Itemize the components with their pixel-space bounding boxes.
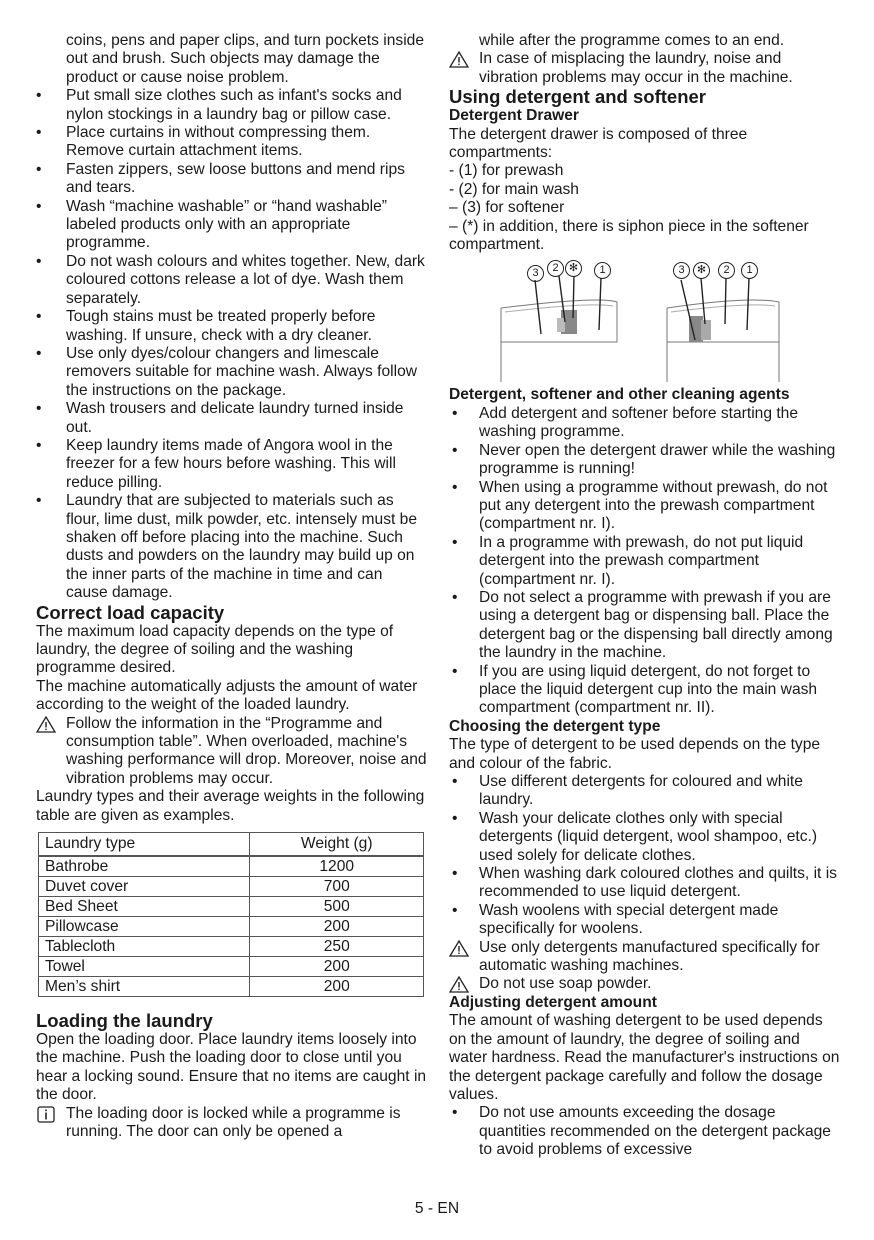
- drawer-subheading: Detergent Drawer: [449, 107, 579, 125]
- info-icon: [36, 1106, 56, 1123]
- paragraph: The detergent drawer is composed of three compartments:: [449, 125, 748, 162]
- column-header: Weight (g): [250, 833, 424, 857]
- table-cell: 700: [250, 877, 424, 897]
- list-item: • When using a programme without prewash, do not put any detergent into the prewash compartment (compartment nr. I).: [449, 479, 841, 534]
- continued-text: while after the programme comes to an end.: [479, 32, 785, 49]
- list-item: • Do not select a programme with prewash if you are using a detergent bag or dispensing ball. Place the detergent bag or the dispensing ball directly among the laundry in the machine.: [449, 589, 841, 663]
- table-cell: 200: [250, 977, 424, 997]
- list-item: • If you are using liquid detergent, do not forget to place the liquid detergent cup into the main wash compartment (compartment nr. II).: [449, 663, 841, 718]
- left-column: [36, 32, 428, 1142]
- compartment-label: 1: [594, 262, 611, 279]
- detergent-type-list: [449, 773, 841, 939]
- detergent-type-subheading: Choosing the detergent type: [449, 717, 661, 735]
- list-item: • Do not wash colours and whites together. New, dark coloured cottons release a lot of dye. Wash them separately.: [36, 253, 428, 308]
- compartment-label: 2: [718, 262, 735, 279]
- continued-text: coins, pens and paper clips, and turn pockets inside out and brush. Such objects may damage the product or cause noise problem.: [66, 32, 425, 86]
- list-item: • Never open the detergent drawer while the washing programme is running!: [449, 442, 841, 479]
- warning-icon: [449, 51, 469, 68]
- paragraph: The amount of washing detergent to be used depends on the amount of laundry, the degree of soiling and water hardness. Read the manufacturer's instructions on the detergent package carefully and follow the dosage values.: [449, 1012, 840, 1103]
- compartment-line: – (*) in addition, there is siphon piece in the softener compartment.: [449, 217, 809, 254]
- list-item: • Fasten zippers, sew loose buttons and mend rips and tears.: [36, 161, 428, 198]
- detergent-drawer-figure: [449, 260, 841, 382]
- list-item: • Do not use amounts exceeding the dosage quantities recommended on the detergent package to avoid problems of excessive: [449, 1104, 841, 1159]
- amount-list: [449, 1104, 841, 1159]
- list-item: • Wash “machine washable” or “hand washable” labeled products only with an appropriate programme.: [36, 198, 428, 253]
- compartment-label: ✻: [693, 262, 710, 279]
- table-cell: 1200: [250, 856, 424, 877]
- warning-text: Use only detergents manufactured specifically for automatic washing machines.: [479, 938, 820, 975]
- table-cell: Duvet cover: [39, 877, 250, 897]
- paragraph: The maximum load capacity depends on the type of laundry, the degree of soiling and the washing programme desired.: [36, 622, 394, 677]
- warning-text: Follow the information in the “Programme and consumption table”. When overloaded, machine's washing performance will drop. Moreover, noise and vibration problems may occur.: [66, 714, 427, 787]
- warning-note: [449, 939, 841, 976]
- table-cell: Men’s shirt: [39, 977, 250, 997]
- paragraph: The type of detergent to be used depends on the type and colour of the fabric.: [449, 736, 821, 772]
- amount-subheading: Adjusting detergent amount: [449, 993, 657, 1011]
- table-row: [39, 957, 424, 977]
- drawer-illustration: [449, 260, 841, 382]
- warning-note: [36, 715, 428, 789]
- table-cell: Pillowcase: [39, 917, 250, 937]
- list-item: • Tough stains must be treated properly before washing. If unsure, check with a dry cleaner.: [36, 308, 428, 345]
- paragraph: The machine automatically adjusts the amount of water according to the weight of the loaded laundry.: [36, 677, 418, 714]
- info-note: [36, 1105, 428, 1142]
- right-column: [449, 32, 841, 1160]
- paragraph: Open the loading door. Place laundry items loosely into the machine. Push the loading door to close until you hear a locking sound. Ensure that no items are caught in the door.: [36, 1031, 427, 1104]
- table-cell: Towel: [39, 957, 250, 977]
- table-row: [39, 897, 424, 917]
- compartment-label: 3: [673, 262, 690, 279]
- compartment-line: - (1) for prewash: [449, 162, 564, 180]
- table-row: [39, 937, 424, 957]
- page-number: 5 - EN: [414, 1200, 460, 1217]
- list-item: • Place curtains in without compressing them. Remove curtain attachment items.: [36, 124, 428, 161]
- table-row: [39, 877, 424, 897]
- agents-list: [449, 405, 841, 718]
- load-capacity-heading: Correct load capacity: [36, 601, 225, 623]
- table-cell: 250: [250, 937, 424, 957]
- list-item: • Wash your delicate clothes only with special detergents (liquid detergent, wool shampoo, etc.) used solely for delicate clothes.: [449, 810, 841, 865]
- table-cell: Bathrobe: [39, 856, 250, 877]
- washing-tips-list: [36, 87, 428, 602]
- detergent-heading: Using detergent and softener: [449, 86, 706, 108]
- compartment-label: 2: [547, 260, 564, 277]
- warning-icon: [36, 716, 56, 733]
- paragraph: Laundry types and their average weights in the following table are given as examples.: [36, 788, 425, 824]
- warning-note: [449, 50, 841, 87]
- info-text: The loading door is locked while a programme is running. The door can only be opened a: [66, 1104, 401, 1141]
- list-item: • Wash woolens with special detergent made specifically for woolens.: [449, 902, 841, 939]
- column-header: Laundry type: [39, 833, 250, 857]
- table-row: [39, 856, 424, 877]
- table-cell: Bed Sheet: [39, 897, 250, 917]
- table-row: [39, 977, 424, 997]
- compartment-label: 1: [741, 262, 758, 279]
- list-item: • Keep laundry items made of Angora wool in the freezer for a few hours before washing. This will reduce pilling.: [36, 437, 428, 492]
- warning-text: Do not use soap powder.: [479, 975, 652, 993]
- list-item: • Use only dyes/colour changers and limescale removers suitable for machine wash. Always follow the instructions on the package.: [36, 345, 428, 400]
- warning-icon: [449, 940, 469, 957]
- agents-subheading: Detergent, softener and other cleaning agents: [449, 386, 790, 404]
- list-item: • Add detergent and softener before starting the washing programme.: [449, 405, 841, 442]
- loading-heading: Loading the laundry: [36, 1010, 213, 1032]
- list-item: • Put small size clothes such as infant's socks and nylon stockings in a laundry bag or pillow case.: [36, 87, 428, 124]
- warning-note: [449, 975, 841, 993]
- compartment-label: 3: [527, 265, 544, 282]
- compartment-line: - (2) for main wash: [449, 180, 579, 198]
- laundry-weights-table: [38, 832, 424, 997]
- compartment-line: – (3) for softener: [449, 199, 565, 217]
- list-item: • When washing dark coloured clothes and quilts, it is recommended to use liquid detergent.: [449, 865, 841, 902]
- table-cell: 200: [250, 957, 424, 977]
- list-item: • Use different detergents for coloured and white laundry.: [449, 773, 841, 810]
- list-item: • Wash trousers and delicate laundry turned inside out.: [36, 400, 428, 437]
- table-row: [39, 917, 424, 937]
- warning-text: In case of misplacing the laundry, noise and vibration problems may occur in the machine.: [479, 50, 793, 86]
- table-cell: 500: [250, 897, 424, 917]
- compartment-label: ✻: [565, 260, 582, 277]
- list-item: • Laundry that are subjected to materials such as flour, lime dust, milk powder, etc. intensely must be shaken off before placing into the machine. Such dusts and powders on the laundry may build up on the inner parts of the machine in time and can cause damage.: [36, 492, 428, 602]
- list-item: • In a programme with prewash, do not put liquid detergent into the prewash compartment (compartment nr. I).: [449, 534, 841, 589]
- table-header-row: [39, 833, 424, 857]
- table-cell: Tablecloth: [39, 937, 250, 957]
- warning-icon: [449, 976, 469, 993]
- table-cell: 200: [250, 917, 424, 937]
